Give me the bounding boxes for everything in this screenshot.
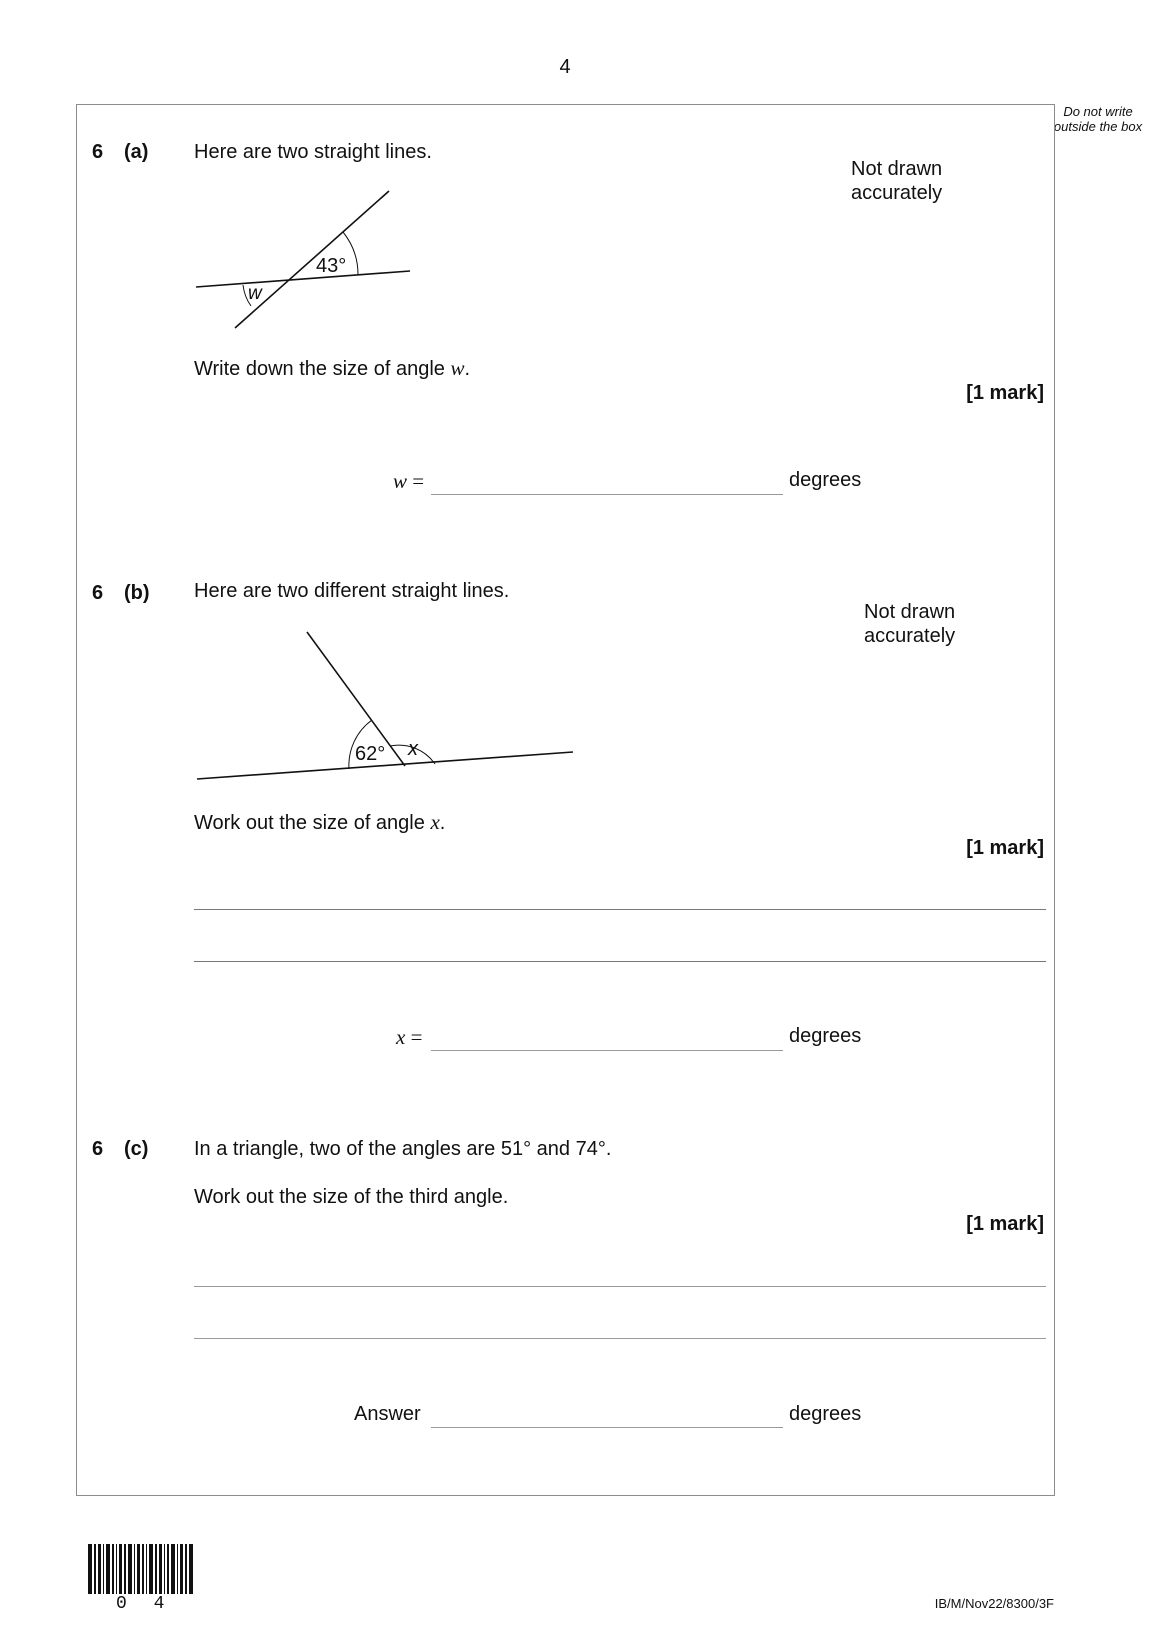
answer-unit: degrees <box>789 1025 862 1047</box>
prompt-end: . <box>464 358 471 380</box>
mark-allocation: [1 mark] <box>966 382 1044 404</box>
working-line[interactable] <box>194 909 1046 910</box>
question-number: 6 <box>92 582 104 604</box>
prompt-text: Work out the size of angle <box>194 812 431 834</box>
not-drawn-accurately-note: Not drawn accurately <box>864 601 956 647</box>
question-part-label: (b) <box>124 582 150 604</box>
question-6b-intro: Here are two different straight lines. <box>194 580 510 602</box>
working-line[interactable] <box>194 1286 1046 1287</box>
answer-line[interactable] <box>431 1427 783 1428</box>
page-number: 4 <box>559 56 571 78</box>
answer-label: Answer <box>354 1403 421 1425</box>
question-part-label: (a) <box>124 141 149 163</box>
question-part-label: (c) <box>124 1138 149 1160</box>
answer-label <box>396 1025 422 1050</box>
prompt-variable: x <box>430 810 440 834</box>
answer-line[interactable] <box>431 1050 783 1051</box>
question-number: 6 <box>92 1138 104 1160</box>
answer-equals: = <box>407 469 425 493</box>
question-6a-intro: Here are two straight lines. <box>194 141 432 163</box>
prompt-variable: w <box>450 356 465 380</box>
answer-variable: w <box>393 469 408 493</box>
working-line[interactable] <box>194 1338 1046 1339</box>
working-line[interactable] <box>194 961 1046 962</box>
answer-variable: x <box>396 1025 406 1049</box>
barcode <box>88 1544 194 1594</box>
question-6c-intro: In a triangle, two of the angles are 51° and 74°. <box>194 1138 612 1160</box>
answer-equals: = <box>405 1025 423 1049</box>
margin-note: Do not write outside the box <box>1053 104 1143 134</box>
angle-label-x: x <box>408 738 418 760</box>
question-number: 6 <box>92 141 104 163</box>
answer-unit: degrees <box>789 1403 862 1425</box>
angle-label-62: 62° <box>355 743 386 765</box>
angle-label-w: w <box>248 283 262 304</box>
mark-allocation: [1 mark] <box>966 1213 1044 1235</box>
prompt-end: . <box>439 812 446 834</box>
prompt-text: Write down the size of angle <box>194 358 451 380</box>
paper-code: IB/M/Nov22/8300/3F <box>934 1596 1054 1611</box>
mark-allocation: [1 mark] <box>966 837 1044 859</box>
answer-unit: degrees <box>789 469 862 491</box>
not-drawn-accurately-note: Not drawn accurately <box>851 158 943 204</box>
barcode-digits: 0 4 <box>116 1594 173 1614</box>
question-6c-prompt: Work out the size of the third angle. <box>194 1186 509 1208</box>
angle-label-43: 43° <box>316 255 347 277</box>
question-6b-prompt <box>194 810 445 835</box>
